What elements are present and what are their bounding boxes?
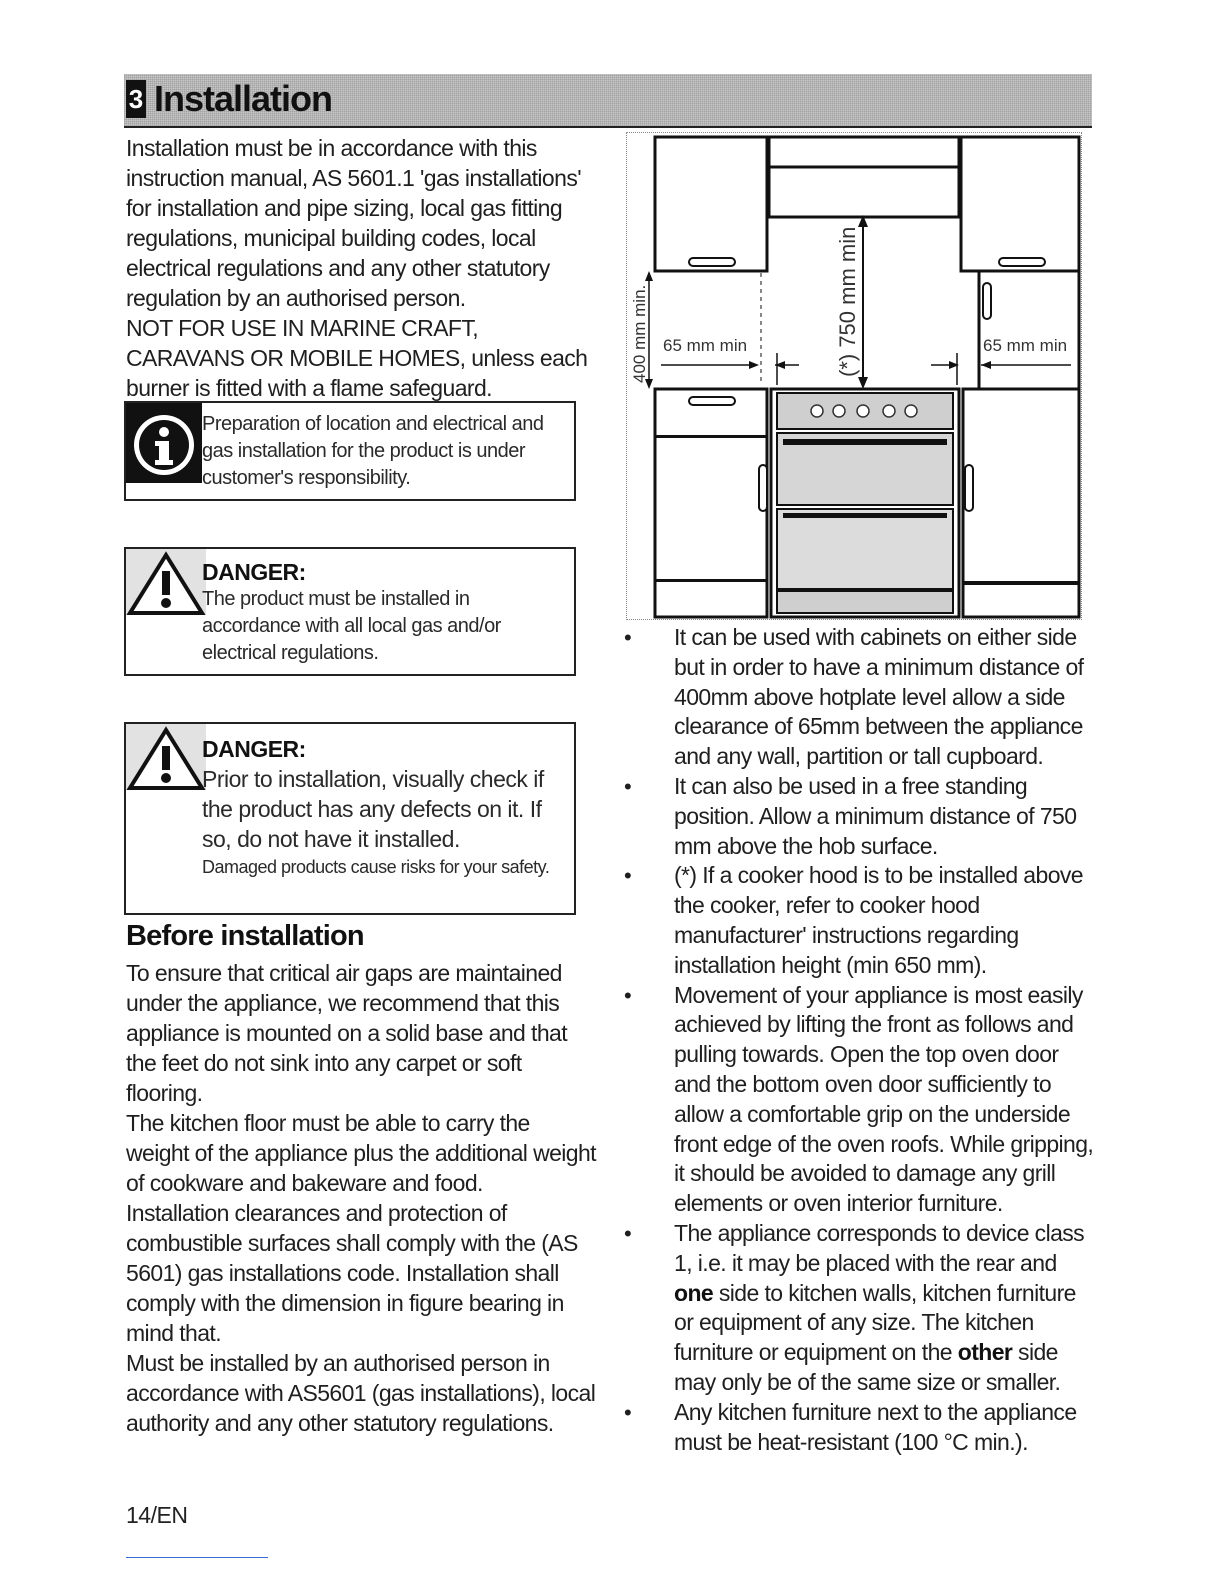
danger-box-installation — [124, 547, 576, 676]
cooker-hood — [769, 167, 959, 217]
bullet-icon: • — [624, 863, 632, 889]
intro-paragraph-2: NOT FOR USE IN MARINE CRAFT, CARAVANS OR MOBILE HOMES, unless each burner is fitted with a flame safeguard. — [126, 315, 588, 401]
danger-2-content — [202, 734, 570, 881]
emphasis-one: one — [674, 1279, 714, 1306]
warning-triangle-icon — [126, 549, 206, 615]
upper-cabinet-left — [655, 137, 767, 271]
emphasis-other: other — [957, 1339, 1013, 1366]
bullet-icon: • — [624, 625, 632, 650]
before-paragraph-3: Installation clearances and protection of combustible surfaces shall comply with the (AS 5601) gas installations code. Installation shall comply with the dimension in figure bearing in mind that. — [126, 1200, 578, 1346]
knob-icon — [811, 405, 823, 417]
page-number: 14/EN — [126, 1502, 188, 1528]
page-title: Installation — [154, 78, 333, 119]
label-65mm-left: 65 mm min — [663, 336, 748, 355]
before-paragraph-2: The kitchen floor must be able to carry the weight of the appliance plus the additional weight of cookware and bakeware and food. — [126, 1110, 596, 1196]
list-item: • It can be used with cabinets on either side but in order to have a minimum distance of 400mm above hotplate level allow a side clearance of 65mm between the appliance and any wall, partition or tall cupboard. — [624, 624, 1084, 770]
list-item: • Movement of your appliance is most easily achieved by lifting the front as follows and pulling towards. Open the top oven door and the bottom oven door sufficiently to allow a comfortable grip on the underside front edge of the oven roofs. While gripping, it should be avoided to damage any grill elements or oven interior furniture. — [624, 981, 1094, 1217]
danger-1-content — [202, 559, 570, 667]
info-icon — [126, 403, 202, 483]
before-paragraph-1: To ensure that critical air gaps are maintained under the appliance, we recommend that this appliance is mounted on a solid base and that the feet do not sink into any carpet or soft flooring. — [126, 960, 567, 1106]
info-note-text: Preparation of location and electrical and gas installation for the product is under customer's responsibility. — [202, 413, 544, 489]
label-65mm-right: 65 mm min — [983, 336, 1068, 355]
danger-1-text: The product must be installed in accordance with all local gas and/or electrical regulations. — [202, 588, 501, 664]
list-item: • It can also be used in a free standing position. Allow a minimum distance of 750 mm above the hob surface. — [624, 772, 1077, 859]
list-item: • (*) If a cooker hood is to be installed above the cooker, refer to cooker hood manufacturer' instructions regarding installation height (min 650 mm). — [624, 862, 1083, 978]
handle-icon — [965, 465, 973, 511]
danger-2-text: Prior to installation, visually check if the product has any defects on it. If so, do not have it installed. — [202, 766, 544, 852]
intro-paragraph-1: Installation must be in accordance with this instruction manual, AS 5601.1 'gas installations' for installation and pipe sizing, local gas fitting regulations, municipal building codes, local electrical regulations and any other statutory regulation by an authorised person. — [126, 135, 582, 311]
installation-notes-list — [620, 623, 1100, 1457]
knob-icon — [833, 405, 845, 417]
danger-1-heading: DANGER: — [202, 559, 306, 585]
list-item: • Any kitchen furniture next to the appliance must be heat-resistant (100 °C min.). — [624, 1398, 1077, 1455]
handle-icon — [689, 258, 735, 266]
upper-cabinet-right — [961, 137, 1079, 271]
bullet-icon: • — [624, 1399, 632, 1425]
bullet-icon: • — [624, 773, 632, 799]
label-750mm: (*) 750 mm min — [835, 226, 860, 377]
section-subheading: Before installation — [126, 920, 364, 952]
list-item: • The appliance corresponds to device class 1, i.e. it may be placed with the rear and one side to kitchen walls, kitchen furniture or equipment of any size. The kitchen furniture or equipment on the other side may only be of the same size or smaller. — [624, 1219, 1085, 1395]
base-cabinet-left — [655, 389, 767, 617]
label-400mm: 400 mm min. — [630, 284, 649, 383]
storage-drawer — [777, 591, 953, 613]
cooker-hood-top — [769, 137, 959, 167]
knob-icon — [883, 405, 895, 417]
section-number: 3 — [126, 80, 146, 118]
intro-text — [126, 133, 596, 403]
knob-icon — [857, 405, 869, 417]
handle-icon — [759, 465, 767, 511]
bullet-icon: • — [624, 982, 632, 1008]
danger-2-small-text: Damaged products cause risks for your safety. — [202, 857, 550, 877]
header-rule — [124, 126, 1092, 128]
knob-icon — [905, 405, 917, 417]
before-installation-text — [126, 958, 596, 1438]
handle-icon — [689, 397, 735, 405]
footer-rule — [126, 1557, 268, 1558]
warning-triangle-icon — [126, 724, 206, 790]
handle-icon — [999, 258, 1045, 266]
clearance-drawing — [627, 133, 1083, 621]
bullet-icon: • — [624, 1220, 632, 1246]
danger-2-heading: DANGER: — [202, 736, 306, 762]
handle-icon — [983, 283, 991, 319]
installation-clearance-diagram — [626, 132, 1082, 620]
before-paragraph-4: Must be installed by an authorised person in accordance with AS5601 (gas installations), local authority and any other statutory regulations. — [126, 1350, 596, 1436]
info-note-box — [124, 401, 576, 501]
danger-box-inspect — [124, 722, 576, 915]
bottom-oven-door — [777, 509, 953, 589]
